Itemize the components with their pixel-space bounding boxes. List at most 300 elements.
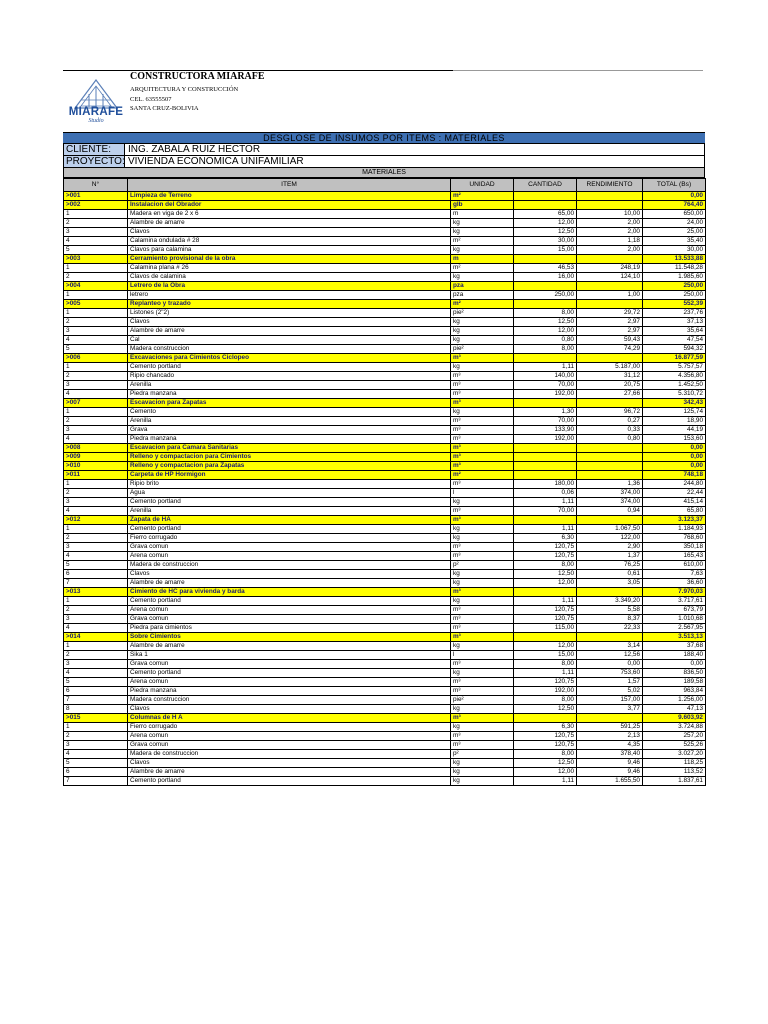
- cell-number: >012: [64, 516, 128, 525]
- table-row: [64, 777, 706, 786]
- cell-quantity: 8,00: [514, 309, 577, 318]
- cell-yield: 374,00: [577, 498, 643, 507]
- cell-unit: m³: [451, 417, 514, 426]
- cell-unit: m³: [451, 633, 514, 642]
- cell-yield: 1,00: [577, 291, 643, 300]
- table-row: [64, 426, 706, 435]
- cell-yield: [577, 282, 643, 291]
- table-section-row: [64, 282, 706, 291]
- cell-unit: kg: [451, 273, 514, 282]
- table-row: [64, 228, 706, 237]
- cell-total: 7.970,03: [643, 588, 706, 597]
- cell-number: 8: [64, 705, 128, 714]
- table-section-row: [64, 633, 706, 642]
- cell-quantity: 1,11: [514, 777, 577, 786]
- cell-unit: kg: [451, 669, 514, 678]
- cell-quantity: 46,53: [514, 264, 577, 273]
- cell-yield: 3,77: [577, 705, 643, 714]
- cell-unit: kg: [451, 579, 514, 588]
- cell-number: 1: [64, 597, 128, 606]
- column-header-quantity: CANTIDAD: [514, 179, 577, 192]
- cell-yield: 1,37: [577, 552, 643, 561]
- cell-quantity: 133,90: [514, 426, 577, 435]
- table-row: [64, 507, 706, 516]
- cell-unit: m²: [451, 300, 514, 309]
- cell-quantity: 16,00: [514, 273, 577, 282]
- cell-total: 1.837,61: [643, 777, 706, 786]
- cell-quantity: [514, 462, 577, 471]
- cell-quantity: 12,00: [514, 579, 577, 588]
- cell-total: 748,18: [643, 471, 706, 480]
- table-row: [64, 660, 706, 669]
- logo-text: MIARAFE: [68, 106, 124, 118]
- cell-number: >001: [64, 192, 128, 201]
- table-section-row: [64, 462, 706, 471]
- cell-quantity: 12,00: [514, 768, 577, 777]
- cell-quantity: 12,50: [514, 228, 577, 237]
- cell-unit: kg: [451, 408, 514, 417]
- cell-yield: 0,94: [577, 507, 643, 516]
- cell-quantity: 115,00: [514, 624, 577, 633]
- table-row: [64, 669, 706, 678]
- company-city: SANTA CRUZ-BOLIVIA: [130, 105, 199, 113]
- cell-total: 525,26: [643, 741, 706, 750]
- table-row: [64, 291, 706, 300]
- cell-yield: 20,75: [577, 381, 643, 390]
- cell-total: 0,00: [643, 453, 706, 462]
- cell-item: Cemento: [128, 408, 451, 417]
- cell-quantity: 8,00: [514, 345, 577, 354]
- table-row: [64, 264, 706, 273]
- cell-unit: pza: [451, 282, 514, 291]
- table-row: [64, 408, 706, 417]
- cell-unit: p²: [451, 561, 514, 570]
- cell-quantity: 1,11: [514, 498, 577, 507]
- cell-total: 3.717,61: [643, 597, 706, 606]
- cell-unit: pza: [451, 291, 514, 300]
- cell-yield: 22,33: [577, 624, 643, 633]
- cell-total: 257,20: [643, 732, 706, 741]
- project-label: PROYECTO:: [63, 156, 125, 167]
- cell-total: 594,32: [643, 345, 706, 354]
- report-banner: DESGLOSE DE INSUMOS POR ITEMS : MATERIALES: [63, 132, 705, 144]
- cell-item: Cimiento de HC para vivienda y barda: [128, 588, 451, 597]
- cell-total: 1.184,93: [643, 525, 706, 534]
- cell-yield: 3,14: [577, 642, 643, 651]
- cell-unit: kg: [451, 642, 514, 651]
- table-row: [64, 597, 706, 606]
- cell-yield: 0,80: [577, 435, 643, 444]
- cell-total: 1.256,00: [643, 696, 706, 705]
- cell-unit: kg: [451, 525, 514, 534]
- table-section-row: [64, 471, 706, 480]
- cell-quantity: [514, 516, 577, 525]
- cell-quantity: 180,00: [514, 480, 577, 489]
- cell-total: 65,80: [643, 507, 706, 516]
- company-name: CONSTRUCTORA MIARAFE: [130, 71, 265, 82]
- cell-item: Grava comun: [128, 660, 451, 669]
- cell-yield: 96,72: [577, 408, 643, 417]
- cell-unit: kg: [451, 777, 514, 786]
- cell-quantity: [514, 444, 577, 453]
- cell-unit: m: [451, 255, 514, 264]
- cell-unit: kg: [451, 597, 514, 606]
- cell-item: Clavos: [128, 705, 451, 714]
- cell-number: 2: [64, 651, 128, 660]
- cell-quantity: [514, 282, 577, 291]
- cell-yield: [577, 354, 643, 363]
- cell-number: 2: [64, 318, 128, 327]
- cell-yield: 0,00: [577, 660, 643, 669]
- cell-quantity: 15,00: [514, 246, 577, 255]
- cell-quantity: 1,11: [514, 363, 577, 372]
- cell-number: 5: [64, 246, 128, 255]
- cell-total: 189,58: [643, 678, 706, 687]
- cell-number: 7: [64, 777, 128, 786]
- cell-yield: [577, 588, 643, 597]
- cell-number: 6: [64, 687, 128, 696]
- table-section-row: [64, 201, 706, 210]
- cell-item: Agua: [128, 489, 451, 498]
- cell-yield: 0,61: [577, 570, 643, 579]
- cell-total: 44,19: [643, 426, 706, 435]
- cell-quantity: [514, 255, 577, 264]
- cell-yield: 1,57: [577, 678, 643, 687]
- table-row: [64, 345, 706, 354]
- cell-number: 1: [64, 480, 128, 489]
- cell-yield: 1.067,50: [577, 525, 643, 534]
- table-row: [64, 624, 706, 633]
- cell-number: 3: [64, 426, 128, 435]
- cell-unit: glb: [451, 201, 514, 210]
- cell-item: Escavacion para Camara Sanitarias: [128, 444, 451, 453]
- cell-yield: 2,13: [577, 732, 643, 741]
- table-row: [64, 678, 706, 687]
- table-row: [64, 642, 706, 651]
- cell-item: Alambre de amarre: [128, 579, 451, 588]
- cell-unit: m³: [451, 552, 514, 561]
- cell-number: 1: [64, 210, 128, 219]
- cell-total: 37,68: [643, 642, 706, 651]
- cell-item: Calamina ondulada # 28: [128, 237, 451, 246]
- cell-yield: [577, 462, 643, 471]
- cell-item: Ripio brito: [128, 480, 451, 489]
- cell-number: 2: [64, 372, 128, 381]
- cell-yield: [577, 516, 643, 525]
- cell-number: 1: [64, 291, 128, 300]
- spreadsheet-page: [63, 70, 705, 786]
- cell-item: Madera construccion: [128, 696, 451, 705]
- cell-quantity: 15,00: [514, 651, 577, 660]
- cell-yield: 2,90: [577, 543, 643, 552]
- cell-total: 610,00: [643, 561, 706, 570]
- cell-total: 3.724,88: [643, 723, 706, 732]
- cell-quantity: 120,75: [514, 543, 577, 552]
- table-row: [64, 615, 706, 624]
- cell-total: 165,43: [643, 552, 706, 561]
- cell-quantity: 6,30: [514, 723, 577, 732]
- cell-unit: m³: [451, 660, 514, 669]
- column-header-yield: RENDIMIENTO: [577, 179, 643, 192]
- cell-unit: m³: [451, 462, 514, 471]
- cell-total: 0,00: [643, 444, 706, 453]
- cell-yield: 27,66: [577, 390, 643, 399]
- table-row: [64, 489, 706, 498]
- cell-number: 2: [64, 534, 128, 543]
- cell-number: 6: [64, 768, 128, 777]
- cell-unit: m³: [451, 516, 514, 525]
- cell-number: 2: [64, 219, 128, 228]
- cell-yield: [577, 714, 643, 723]
- cell-quantity: [514, 192, 577, 201]
- cell-total: 113,52: [643, 768, 706, 777]
- cell-total: 250,00: [643, 282, 706, 291]
- table-section-row: [64, 588, 706, 597]
- cell-item: Sika 1: [128, 651, 451, 660]
- cell-quantity: [514, 399, 577, 408]
- cell-number: 1: [64, 642, 128, 651]
- cell-yield: 1.655,50: [577, 777, 643, 786]
- cell-unit: kg: [451, 498, 514, 507]
- cell-total: 25,00: [643, 228, 706, 237]
- cell-item: Piedra para cimientos: [128, 624, 451, 633]
- cell-unit: l: [451, 489, 514, 498]
- cell-unit: m²: [451, 471, 514, 480]
- cell-item: Alambre de amarre: [128, 327, 451, 336]
- company-tagline: ARQUITECTURA Y CONSTRUCCIÓN: [130, 86, 239, 93]
- cell-item: Grava comun: [128, 615, 451, 624]
- cell-yield: 31,12: [577, 372, 643, 381]
- cell-total: 7,63: [643, 570, 706, 579]
- cell-unit: m³: [451, 354, 514, 363]
- cell-yield: 0,27: [577, 417, 643, 426]
- cell-yield: 9,46: [577, 768, 643, 777]
- cell-yield: 2,00: [577, 228, 643, 237]
- cell-quantity: [514, 354, 577, 363]
- cell-yield: 5,02: [577, 687, 643, 696]
- cell-total: 237,76: [643, 309, 706, 318]
- table-row: [64, 741, 706, 750]
- cell-total: 18,90: [643, 417, 706, 426]
- cell-total: 963,84: [643, 687, 706, 696]
- cell-item: Madera construccion: [128, 345, 451, 354]
- table-row: [64, 570, 706, 579]
- cell-yield: 12,56: [577, 651, 643, 660]
- cell-quantity: 140,00: [514, 372, 577, 381]
- table-row: [64, 687, 706, 696]
- cell-yield: 2,00: [577, 246, 643, 255]
- cell-quantity: 120,75: [514, 606, 577, 615]
- cell-total: 47,54: [643, 336, 706, 345]
- cell-item: Arena comun: [128, 552, 451, 561]
- cell-quantity: 120,75: [514, 741, 577, 750]
- cell-yield: 4,35: [577, 741, 643, 750]
- cell-unit: m³: [451, 732, 514, 741]
- cell-item: Fierro corrugado: [128, 534, 451, 543]
- cell-yield: [577, 255, 643, 264]
- cell-unit: m³: [451, 381, 514, 390]
- table-row: [64, 534, 706, 543]
- cell-item: Madera de construccion: [128, 561, 451, 570]
- cell-number: 1: [64, 363, 128, 372]
- cell-item: Piedra manzana: [128, 390, 451, 399]
- table-row: [64, 273, 706, 282]
- cell-number: 4: [64, 390, 128, 399]
- cell-number: 6: [64, 570, 128, 579]
- table-section-row: [64, 300, 706, 309]
- cell-item: Clavos para calamina: [128, 246, 451, 255]
- cell-yield: [577, 192, 643, 201]
- cell-total: 244,80: [643, 480, 706, 489]
- cell-quantity: 12,00: [514, 219, 577, 228]
- table-row: [64, 759, 706, 768]
- cell-unit: kg: [451, 768, 514, 777]
- cell-number: >009: [64, 453, 128, 462]
- table-row: [64, 390, 706, 399]
- table-row: [64, 210, 706, 219]
- cell-yield: 2,00: [577, 219, 643, 228]
- materials-table: [63, 178, 706, 786]
- cell-total: 1.452,50: [643, 381, 706, 390]
- cell-item: Clavos: [128, 759, 451, 768]
- cell-total: 35,40: [643, 237, 706, 246]
- cell-item: Cemento portland: [128, 669, 451, 678]
- column-header-total: TOTAL (Bs): [643, 179, 706, 192]
- cell-item: Relleno y compactacion para Cimientos: [128, 453, 451, 462]
- cell-quantity: 1,11: [514, 669, 577, 678]
- client-row: [63, 144, 705, 156]
- cell-unit: m³: [451, 624, 514, 633]
- cell-number: 4: [64, 435, 128, 444]
- cell-unit: m³: [451, 480, 514, 489]
- cell-quantity: 12,50: [514, 705, 577, 714]
- cell-number: 3: [64, 660, 128, 669]
- cell-number: 1: [64, 723, 128, 732]
- cell-yield: 248,19: [577, 264, 643, 273]
- cell-number: >011: [64, 471, 128, 480]
- cell-item: Cemento portland: [128, 498, 451, 507]
- cell-quantity: 120,75: [514, 732, 577, 741]
- cell-item: letrero: [128, 291, 451, 300]
- cell-yield: 3,05: [577, 579, 643, 588]
- cell-quantity: 1,11: [514, 597, 577, 606]
- cell-unit: m³: [451, 390, 514, 399]
- cell-item: Zapata de HA: [128, 516, 451, 525]
- cell-number: 2: [64, 273, 128, 282]
- table-section-row: [64, 444, 706, 453]
- cell-yield: 2,97: [577, 318, 643, 327]
- cell-yield: 29,72: [577, 309, 643, 318]
- cell-total: 836,50: [643, 669, 706, 678]
- cell-total: 35,64: [643, 327, 706, 336]
- cell-yield: [577, 453, 643, 462]
- cell-unit: l: [451, 651, 514, 660]
- cell-yield: 76,25: [577, 561, 643, 570]
- cell-total: 3.123,37: [643, 516, 706, 525]
- table-row: [64, 246, 706, 255]
- cell-yield: 374,00: [577, 489, 643, 498]
- cell-number: >008: [64, 444, 128, 453]
- cell-number: 3: [64, 741, 128, 750]
- cell-quantity: 8,00: [514, 561, 577, 570]
- cell-item: Clavos: [128, 318, 451, 327]
- cell-number: >006: [64, 354, 128, 363]
- cell-total: 24,00: [643, 219, 706, 228]
- cell-item: Piedra manzana: [128, 435, 451, 444]
- table-section-row: [64, 354, 706, 363]
- cell-number: >010: [64, 462, 128, 471]
- cell-unit: kg: [451, 534, 514, 543]
- cell-total: 3.027,20: [643, 750, 706, 759]
- cell-quantity: 8,00: [514, 696, 577, 705]
- company-block: [130, 72, 265, 116]
- company-phone: CEL. 63555507: [130, 95, 172, 103]
- cell-quantity: 1,11: [514, 525, 577, 534]
- cell-total: 118,25: [643, 759, 706, 768]
- cell-total: 342,43: [643, 399, 706, 408]
- table-section-row: [64, 255, 706, 264]
- cell-yield: [577, 633, 643, 642]
- cell-quantity: 120,75: [514, 615, 577, 624]
- cell-quantity: 65,00: [514, 210, 577, 219]
- cell-item: Cemento portland: [128, 597, 451, 606]
- table-row: [64, 750, 706, 759]
- cell-yield: 122,00: [577, 534, 643, 543]
- table-row: [64, 696, 706, 705]
- client-value: ING. ZABALA RUIZ HECTOR: [125, 144, 705, 155]
- cell-quantity: [514, 201, 577, 210]
- cell-item: Cemento portland: [128, 777, 451, 786]
- cell-number: 5: [64, 678, 128, 687]
- cell-quantity: 12,50: [514, 570, 577, 579]
- cell-quantity: [514, 588, 577, 597]
- cell-total: 37,13: [643, 318, 706, 327]
- cell-unit: kg: [451, 336, 514, 345]
- document-header: [63, 70, 705, 132]
- cell-total: 250,00: [643, 291, 706, 300]
- cell-quantity: 0,06: [514, 489, 577, 498]
- cell-item: Fierro corrugado: [128, 723, 451, 732]
- cell-unit: m²: [451, 264, 514, 273]
- cell-total: 36,60: [643, 579, 706, 588]
- table-row: [64, 363, 706, 372]
- cell-total: 5.757,57: [643, 363, 706, 372]
- project-value: VIVIENDA ECONOMICA UNIFAMILIAR: [125, 156, 705, 167]
- table-section-row: [64, 453, 706, 462]
- cell-total: 350,18: [643, 543, 706, 552]
- cell-item: Arena comun: [128, 732, 451, 741]
- table-row: [64, 309, 706, 318]
- cell-item: Cerramiento provisional de la obra: [128, 255, 451, 264]
- cell-quantity: 192,00: [514, 390, 577, 399]
- cell-unit: kg: [451, 759, 514, 768]
- cell-number: >014: [64, 633, 128, 642]
- cell-unit: m³: [451, 543, 514, 552]
- cell-yield: 5,58: [577, 606, 643, 615]
- table-row: [64, 561, 706, 570]
- cell-unit: m²: [451, 237, 514, 246]
- cell-quantity: 70,00: [514, 507, 577, 516]
- cell-number: >013: [64, 588, 128, 597]
- cell-unit: kg: [451, 219, 514, 228]
- cell-item: Arenilla: [128, 507, 451, 516]
- cell-quantity: [514, 471, 577, 480]
- cell-item: Alambre de amarre: [128, 642, 451, 651]
- table-row: [64, 219, 706, 228]
- cell-unit: m³: [451, 687, 514, 696]
- table-row: [64, 327, 706, 336]
- cell-item: Madera de construccion: [128, 750, 451, 759]
